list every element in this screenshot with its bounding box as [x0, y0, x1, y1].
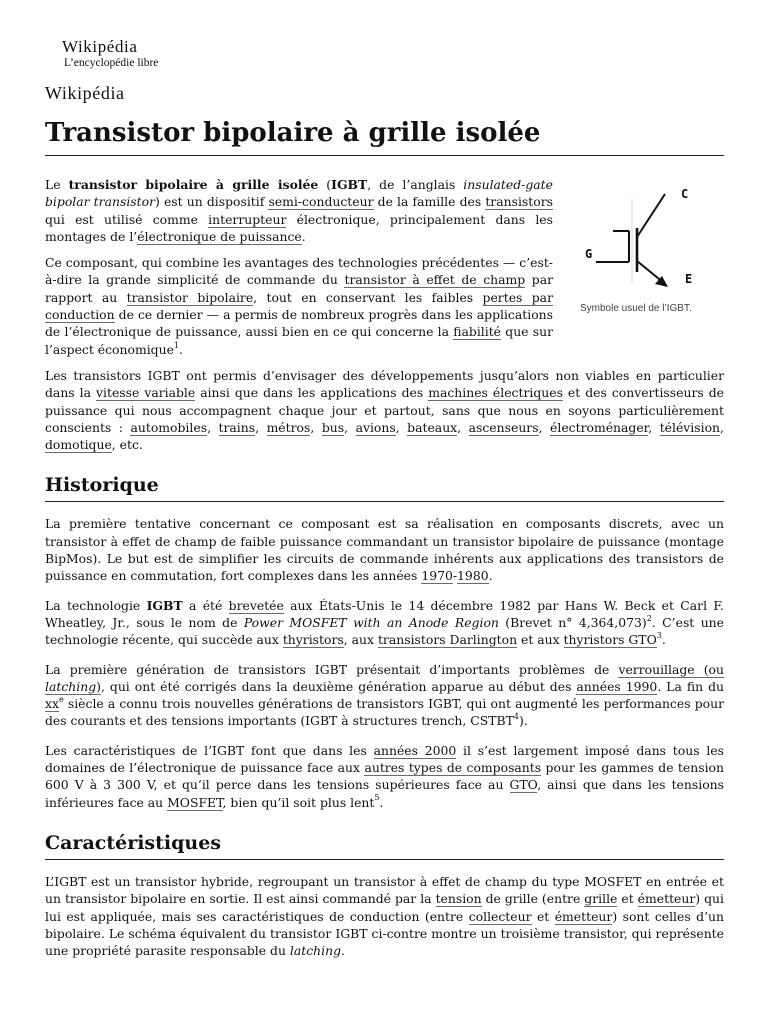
gate-label: G — [585, 247, 593, 261]
wikipedia-wordmark: Wikipédia — [62, 37, 138, 56]
lead-paragraph: Ce composant, qui combine les avantages des technologies précédentes — c’est-à-dire la grande simplicité de commande du transistor à effet de champ par rapport au transistor bipolaire, tout en conservant les faibles pertes par conduction de ce dernier — a permis de nombreux progrès dans les applications de l’électronique de puissance, aussi bien en ce qui concerne la fiabilité que sur l’aspect économique$^1$. — [45, 255, 554, 357]
lead-paragraph: Les transistors IGBT ont permis d’envisager des développements jusqu’alors non viables en particulier dans la vitesse variable ainsi que dans les applications des machines électriques et des convertisseurs de puissance qui nous accompagnent chaque jour et partout, sans que nous en soyons particulièrement conscients : automobiles, trains, métros, bus, avions, bateaux, ascenseurs, électroménager, télévision, domotique, etc. — [45, 367, 724, 453]
wiki-link[interactable]: domotique — [45, 437, 112, 453]
infobox — [577, 179, 724, 314]
lead-paragraph: Le transistor bipolaire à grille isolée (IGBT, de l’anglais insulated-gate bipolar transistor) est un dispositif semi-conducteur de la famille des transistors qui est utilisé comme interrupteur électronique, principalement dans les montages de l’électronique de puissance. — [45, 177, 553, 244]
section-paragraph: L’IGBT est un transistor hybride, regroupant un transistor à effet de champ du type MOSFET en entrée et un transistor bipolaire en sortie. Il est ainsi commandé par la tension de grille (entre grille et émetteur) qui lui est appliquée, mais ses caractéristiques de conduction (entre collecteur et émetteur) sont celles d’un bipolaire. Le schéma équivalent du transistor IGBT ci-contre montre un troisième transistor, qui représente une propriété parasite responsable du latching. — [45, 873, 724, 959]
italic-term: insulated-gate bipolar transistor — [45, 177, 553, 210]
wiki-link[interactable]: transistor à effet de champ — [344, 272, 526, 288]
section-paragraph: La technologie IGBT a été brevetée aux États-Unis le 14 décembre 1982 par Hans W. Beck et Carl F. Wheatley, Jr., sous le nom de Power MOSFET with an Anode Region (Brevet n° 4,364,073)$^2$. C’est une technologie récente, qui succède aux thyristors, aux transistors Darlington et aux thyristors GTO$^3$. — [45, 597, 724, 648]
footnote-ref[interactable]: 2 — [646, 613, 652, 623]
wiki-link[interactable]: GTO — [509, 777, 538, 793]
footnote-ref[interactable]: e — [58, 695, 64, 704]
section-paragraph: La première génération de transistors IGBT présentait d’importants problèmes de verrouillage (ou latching), qui ont été corrigés dans la deuxième génération apparue au début des années 1990. La fin du $xx^e$ siècle a connu trois nouvelles générations de transistors IGBT, qui ont augmenté les performances pour des courants et des tensions importants (IGBT à structures trench, CSTBT$^4$). — [45, 661, 725, 729]
section-heading: Historique — [45, 473, 724, 502]
emitter-label: E — [685, 272, 693, 286]
wiki-link[interactable]: ascenseurs — [468, 419, 539, 435]
wiki-link[interactable]: xx — [45, 696, 59, 712]
wiki-link[interactable]: semi-conducteur — [268, 194, 374, 210]
section-paragraph: Les caractéristiques de l’IGBT font que dans les années 2000 il s’est largement imposé dans tous les domaines de l’électronique de puissance face aux autres types de composants pour les gammes de tension 600 V à 3 300 V, et qu’il perce dans les tensions supérieures face au GTO, ainsi que dans les tensions inférieures face au MOSFET, bien qu’il soit plus lent$^5$. — [45, 742, 724, 810]
wiki-link[interactable]: brevetée — [228, 597, 284, 613]
section-paragraph: La première tentative concernant ce composant est sa réalisation en composants discrets, avec un transistor à effet de champ de faible puissance commandant un transistor bipolaire de puissance (montage BipMos). Le but est de simplifier les circuits de commande inhérents aux applications des transistors de puissance en commutation, fort complexes dans les années 1970-1980. — [45, 516, 724, 584]
wiki-link[interactable]: ) — [96, 678, 101, 694]
wiki-link[interactable]: grille — [584, 891, 618, 907]
footnote-ref[interactable]: 3 — [656, 631, 662, 641]
site-banner: Wikipédia — [45, 83, 125, 103]
article-lead — [45, 176, 724, 453]
wiki-link[interactable]: collecteur — [468, 908, 532, 924]
bold-term: transistor bipolaire à grille isolée — [68, 177, 319, 192]
wiki-link[interactable]: autres types de composants — [364, 760, 542, 776]
wiki-link[interactable]: tension — [435, 891, 482, 907]
wiki-link[interactable]: verrouillage (ou — [618, 661, 725, 677]
wiki-link[interactable]: bateaux — [407, 419, 458, 435]
wiki-link[interactable]: pertes par conduction — [45, 289, 553, 323]
wiki-link[interactable]: trains — [218, 419, 256, 435]
wiki-link[interactable]: 1980 — [457, 568, 489, 584]
igbt-symbol-icon[interactable] — [577, 179, 724, 299]
wiki-link[interactable]: vitesse variable — [96, 385, 196, 401]
wiki-link[interactable]: avions — [355, 419, 396, 435]
wiki-link[interactable]: machines électriques — [428, 385, 563, 401]
wiki-link[interactable]: MOSFET — [167, 794, 223, 810]
infobox-caption: Symbole usuel de l’IGBT. — [580, 303, 692, 314]
wiki-link[interactable]: métros — [266, 419, 311, 435]
wiki-link[interactable]: électroménager — [550, 419, 649, 435]
page-title: Transistor bipolaire à grille isolée — [45, 117, 724, 156]
wiki-link[interactable]: interrupteur — [208, 211, 287, 227]
wiki-link[interactable]: automobiles — [130, 419, 208, 435]
italic-term: Power MOSFET with an Anode Region — [243, 614, 499, 630]
section-heading: Caractéristiques — [45, 831, 724, 860]
wikipedia-logo[interactable] — [45, 38, 724, 70]
wiki-link[interactable]: latching — [45, 678, 97, 694]
footnote-ref[interactable]: 5 — [374, 793, 380, 803]
wiki-link[interactable]: émetteur — [637, 891, 696, 907]
wiki-link[interactable]: années 1990 — [576, 678, 658, 694]
page — [45, 38, 724, 959]
footnote-ref[interactable]: 1 — [173, 340, 179, 350]
wiki-link[interactable]: transistors Darlington — [377, 632, 518, 648]
wiki-link[interactable]: transistor bipolaire — [126, 289, 254, 305]
wiki-link[interactable]: bus — [321, 419, 345, 435]
bold-term: IGBT — [146, 597, 183, 613]
wiki-link[interactable]: émetteur — [554, 908, 613, 924]
italic-term: latching — [289, 943, 342, 959]
wiki-link[interactable]: télévision — [659, 419, 721, 435]
section-caracteristiques — [45, 831, 724, 959]
section-historique — [45, 473, 724, 810]
wiki-link[interactable]: 1970 — [421, 568, 453, 584]
collector-label: C — [681, 187, 689, 201]
footnote-ref[interactable]: 4 — [513, 712, 519, 722]
wiki-link[interactable]: fiabilité — [453, 324, 502, 340]
wiki-link[interactable]: thyristors GTO — [563, 632, 657, 648]
wiki-link[interactable]: transistors — [485, 194, 553, 210]
wiki-link[interactable]: électronique de puissance — [137, 228, 302, 244]
wiki-link[interactable]: années 2000 — [373, 742, 457, 758]
bold-term: IGBT — [331, 177, 368, 192]
wiki-link[interactable]: thyristors — [282, 632, 344, 648]
wikipedia-tagline: L’encyclopédie libre — [64, 57, 159, 69]
